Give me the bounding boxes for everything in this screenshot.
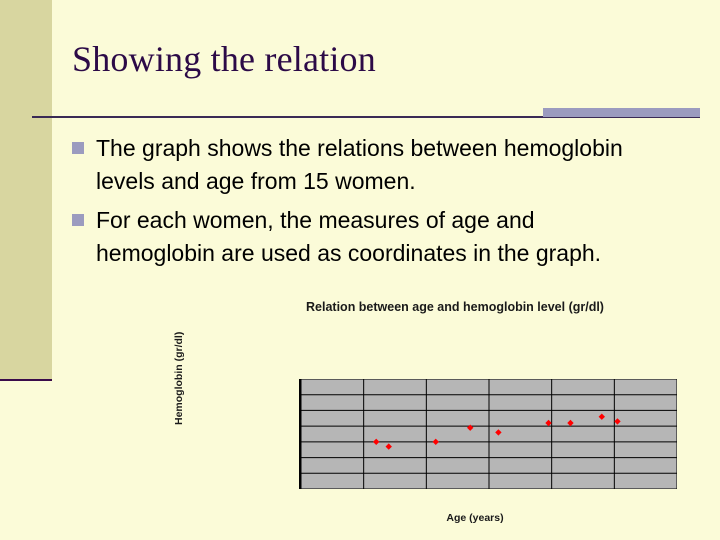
chart-plot-area	[299, 379, 677, 489]
chart-data-point	[495, 429, 501, 435]
title-accent-bar	[543, 108, 700, 117]
list-item	[72, 204, 672, 270]
square-bullet-icon	[72, 214, 84, 226]
chart-data-point	[599, 414, 605, 420]
chart-data-point	[545, 420, 551, 426]
chart-data-point	[467, 425, 473, 431]
chart-data-point	[373, 439, 379, 445]
chart-data-point	[614, 418, 620, 424]
chart-x-axis-label: Age (years)	[446, 512, 504, 524]
scatter-chart	[175, 300, 695, 535]
list-item	[72, 132, 672, 198]
page-title: Showing the relation	[72, 39, 376, 79]
chart-title: Relation between age and hemoglobin level (gr/dl)	[306, 300, 604, 314]
left-band-divider	[0, 379, 52, 381]
chart-data-point	[433, 439, 439, 445]
chart-data-point	[386, 443, 392, 449]
bullet-text: For each women, the measures of age and hemoglobin are used as coordinates in the graph.	[96, 207, 602, 266]
left-band-lower-section	[0, 381, 52, 540]
chart-plot-svg	[301, 379, 677, 489]
chart-data-point	[567, 420, 573, 426]
bullet-list	[72, 132, 672, 276]
chart-y-axis-label: Hemoglobin (gr/dl)	[173, 331, 185, 425]
bullet-text: The graph shows the relations between hemoglobin levels and age from 15 women.	[96, 135, 623, 194]
square-bullet-icon	[72, 142, 84, 154]
